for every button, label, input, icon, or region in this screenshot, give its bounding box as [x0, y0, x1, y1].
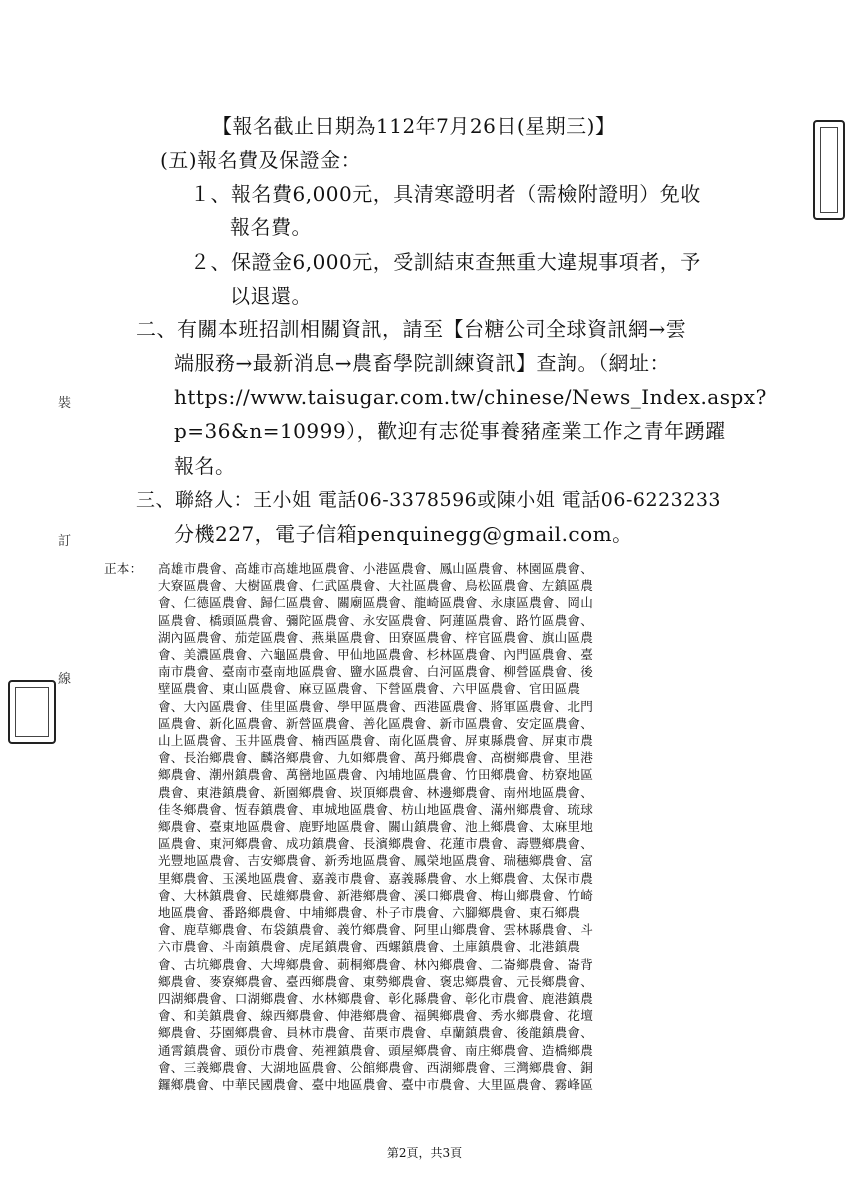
info-url: https://www.taisugar.com.tw/chinese/News_Index.aspx?: [174, 385, 767, 409]
recipient-line: 會、三義鄉農會、大湖地區農會、公館鄉農會、西湖鄉農會、三灣鄉農會、銅: [158, 1059, 593, 1075]
recipient-line: 會、大林鎮農會、民雄鄉農會、新港鄉農會、溪口鄉農會、梅山鄉農會、竹崎: [158, 887, 593, 903]
recipient-line: 佳冬鄉農會、恆春鎮農會、車城地區農會、枋山地區農會、滿州鄉農會、琉球: [158, 801, 593, 817]
recipient-line: 區農會、新化區農會、新營區農會、善化區農會、新市區農會、安定區農會、: [158, 715, 593, 731]
recipient-line: 會、美濃區農會、六龜區農會、甲仙地區農會、杉林區農會、內門區農會、臺: [158, 647, 593, 662]
recipient-line: 鄉農會、臺東地區農會、鹿野地區農會、關山鎮農會、池上鄉農會、太麻里地: [158, 819, 593, 834]
recipient-line: 湖內區農會、茄萣區農會、燕巢區農會、田寮區農會、梓官區農會、旗山區農: [158, 629, 593, 645]
recipient-line: 會、大內區農會、佳里區農會、學甲區農會、西港區農會、將軍區農會、北門: [158, 698, 593, 714]
recipient-line: 壁區農會、東山區農會、麻豆區農會、下營區農會、六甲區農會、官田區農: [158, 681, 581, 697]
official-seal-left: [8, 680, 56, 744]
recipient-line: 通霄鎮農會、頭份市農會、苑裡鎮農會、頭屋鄉農會、南庄鄉農會、造橋鄉農: [158, 1042, 593, 1058]
fee-item-1-cont: 報名費。: [230, 215, 312, 239]
recipient-line: 鄉農會、芬園鄉農會、員林市農會、苗栗市農會、卓蘭鎮農會、後龍鎮農會、: [158, 1025, 593, 1041]
recipient-line: 大寮區農會、大樹區農會、仁武區農會、大社區農會、鳥松區農會、左鎮區農: [158, 578, 593, 594]
recipient-line: 會、仁德區農會、歸仁區農會、關廟區農會、龍崎區農會、永康區農會、岡山: [158, 595, 593, 611]
recipients-label: 正本：: [104, 561, 143, 576]
info-line-4: p=36&n=10999），歡迎有志從事養豬產業工作之青年踴躍: [174, 419, 726, 443]
recipient-line: 鄉農會、麥寮鄉農會、臺西鄉農會、東勢鄉農會、褒忠鄉農會、元長鄉農會、: [158, 973, 593, 989]
info-section: 二、有關本班招訓相關資訊，請至【台糖公司全球資訊網→雲: [136, 317, 687, 341]
recipient-line: 山上區農會、玉井區農會、楠西區農會、南化區農會、屏東縣農會、屏東市農: [158, 733, 593, 748]
recipient-line: 鑼鄉農會、中華民國農會、臺中地區農會、臺中市農會、大里區農會、霧峰區: [158, 1077, 593, 1092]
binding-mark-xian: 線: [58, 672, 72, 687]
recipient-line: 會、長治鄉農會、麟洛鄉農會、九如鄉農會、萬丹鄉農會、高樹鄉農會、里港: [158, 750, 593, 766]
fee-item-1: １、報名費6,000元，具清寒證明者（需檢附證明）免收: [190, 182, 701, 206]
official-seal-right: [813, 120, 845, 220]
fee-item-2: ２、保證金6,000元，受訓結束查無重大違規事項者，予: [190, 250, 701, 274]
recipient-line: 光豐地區農會、吉安鄉農會、新秀地區農會、鳳榮地區農會、瑞穗鄉農會、富: [158, 853, 593, 869]
recipient-line: 區農會、東河鄉農會、成功鎮農會、長濱鄉農會、花蓮市農會、壽豐鄉農會、: [158, 836, 593, 852]
fee-heading: (五)報名費及保證金：: [160, 148, 362, 172]
contact-line-2: 分機227，電子信箱penquinegg@gmail.com。: [174, 522, 633, 546]
contact-section: 三、聯絡人：王小姐 電話06-3378596或陳小姐 電話06-6223233: [136, 489, 722, 511]
recipient-line: 鄉農會、潮州鎮農會、萬巒地區農會、內埔地區農會、竹田鄉農會、枋寮地區: [158, 767, 593, 783]
binding-mark-zhuang: 裝: [58, 396, 72, 411]
recipient-line: 高雄市農會、高雄市高雄地區農會、小港區農會、鳳山區農會、林園區農會、: [158, 561, 593, 576]
recipient-line: 里鄉農會、玉溪地區農會、嘉義市農會、嘉義縣農會、水上鄉農會、太保市農: [158, 870, 593, 886]
recipient-line: 區農會、橋頭區農會、彌陀區農會、永安區農會、阿蓮區農會、路竹區農會、: [158, 612, 593, 628]
recipient-line: 地區農會、番路鄉農會、中埔鄉農會、朴子市農會、六腳鄉農會、東石鄉農: [158, 905, 581, 920]
recipient-line: 南市農會、臺南市臺南地區農會、鹽水區農會、白河區農會、柳營區農會、後: [158, 664, 593, 680]
fee-item-2-cont: 以退還。: [230, 284, 312, 308]
recipient-line: 會、和美鎮農會、線西鄉農會、伸港鄉農會、福興鄉農會、秀水鄉農會、花壇: [158, 1008, 593, 1024]
recipient-line: 四湖鄉農會、口湖鄉農會、水林鄉農會、彰化縣農會、彰化市農會、鹿港鎮農: [158, 991, 593, 1006]
recipient-line: 會、古坑鄉農會、大埤鄉農會、莿桐鄉農會、林內鄉農會、二崙鄉農會、崙背: [158, 956, 593, 972]
info-line-5: 報名。: [174, 454, 236, 478]
page-footer: 第2頁，共3頁: [386, 1146, 463, 1160]
recipient-line: 農會、東港鎮農會、新園鄉農會、崁頂鄉農會、林邊鄉農會、南州地區農會、: [158, 784, 593, 800]
registration-deadline: 【報名截止日期為112年7月26日(星期三)】: [212, 114, 616, 138]
binding-mark-ding: 訂: [58, 534, 72, 549]
recipient-line: 會、鹿草鄉農會、布袋鎮農會、義竹鄉農會、阿里山鄉農會、雲林縣農會、斗: [158, 922, 593, 938]
recipient-line: 六市農會、斗南鎮農會、虎尾鎮農會、西螺鎮農會、土庫鎮農會、北港鎮農: [158, 939, 581, 955]
info-line-2: 端服務→最新消息→農畜學院訓練資訊】查詢。（網址：: [174, 351, 671, 375]
